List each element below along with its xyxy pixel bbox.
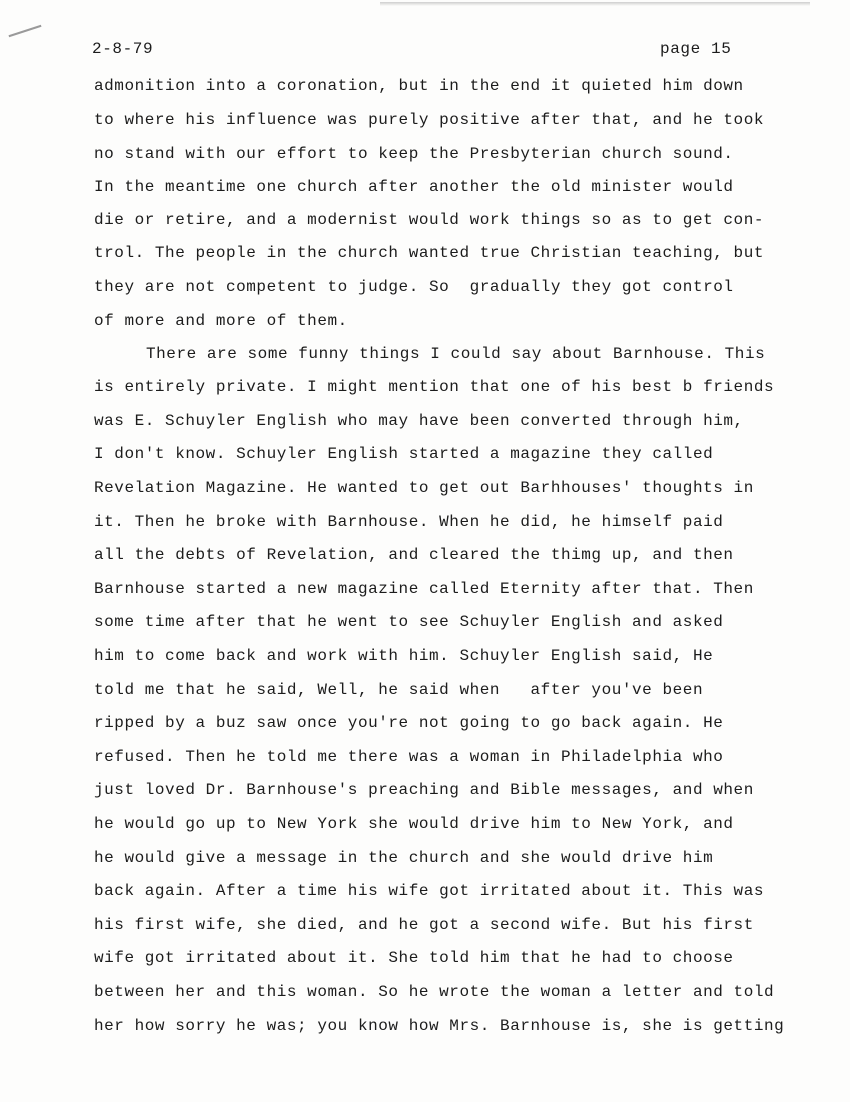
text-line: is entirely private. I might mention that one of his best b friends <box>94 378 775 396</box>
text-line: between her and this woman. So he wrote the woman a letter and told <box>94 983 775 1001</box>
text-line: There are some funny things I could say about Barnhouse. This <box>146 345 766 363</box>
text-line: he would give a message in the church and she would drive him <box>94 849 714 867</box>
text-line: refused. Then he told me there was a woman in Philadelphia who <box>94 748 724 766</box>
text-line: her how sorry he was; you know how Mrs. Barnhouse is, she is getting <box>94 1017 785 1035</box>
text-line: it. Then he broke with Barnhouse. When he did, he himself paid <box>94 513 724 531</box>
text-line: to where his influence was purely positive after that, and he took <box>94 111 765 129</box>
text-line: just loved Dr. Barnhouse's preaching and Bible messages, and when <box>94 781 754 799</box>
text-line: wife got irritated about it. She told him that he had to choose <box>94 949 734 967</box>
text-line: he would go up to New York she would drive him to New York, and <box>94 815 734 833</box>
text-line: no stand with our effort to keep the Presbyterian church sound. <box>94 145 734 163</box>
text-line: In the meantime one church after another the old minister would <box>94 178 734 196</box>
text-line: die or retire, and a modernist would work things so as to get con- <box>94 211 765 229</box>
text-line: was E. Schuyler English who may have been converted through him, <box>94 412 744 430</box>
text-line: his first wife, she died, and he got a second wife. But his first <box>94 916 754 934</box>
text-line: Revelation Magazine. He wanted to get out Barhhouses' thoughts in <box>94 479 754 497</box>
text-line: I don't know. Schuyler English started a magazine they called <box>94 445 714 463</box>
text-line: trol. The people in the church wanted true Christian teaching, but <box>94 244 765 262</box>
text-line: some time after that he went to see Schuyler English and asked <box>94 613 724 631</box>
page-date: 2-8-79 <box>92 40 154 58</box>
text-line: told me that he said, Well, he said when after you've been <box>94 681 704 699</box>
text-line: they are not competent to judge. So gradually they got control <box>94 278 734 296</box>
text-line: admonition into a coronation, but in the end it quieted him down <box>94 77 744 95</box>
text-line: all the debts of Revelation, and cleared the thimg up, and then <box>94 546 734 564</box>
text-line: him to come back and work with him. Schuyler English said, He <box>94 647 714 665</box>
text-line: of more and more of them. <box>94 312 348 330</box>
text-line: ripped by a buz saw once you're not going to go back again. He <box>94 714 724 732</box>
page-number: page 15 <box>660 40 732 58</box>
text-line: Barnhouse started a new magazine called Eternity after that. Then <box>94 580 754 598</box>
text-line: back again. After a time his wife got irritated about it. This was <box>94 882 765 900</box>
